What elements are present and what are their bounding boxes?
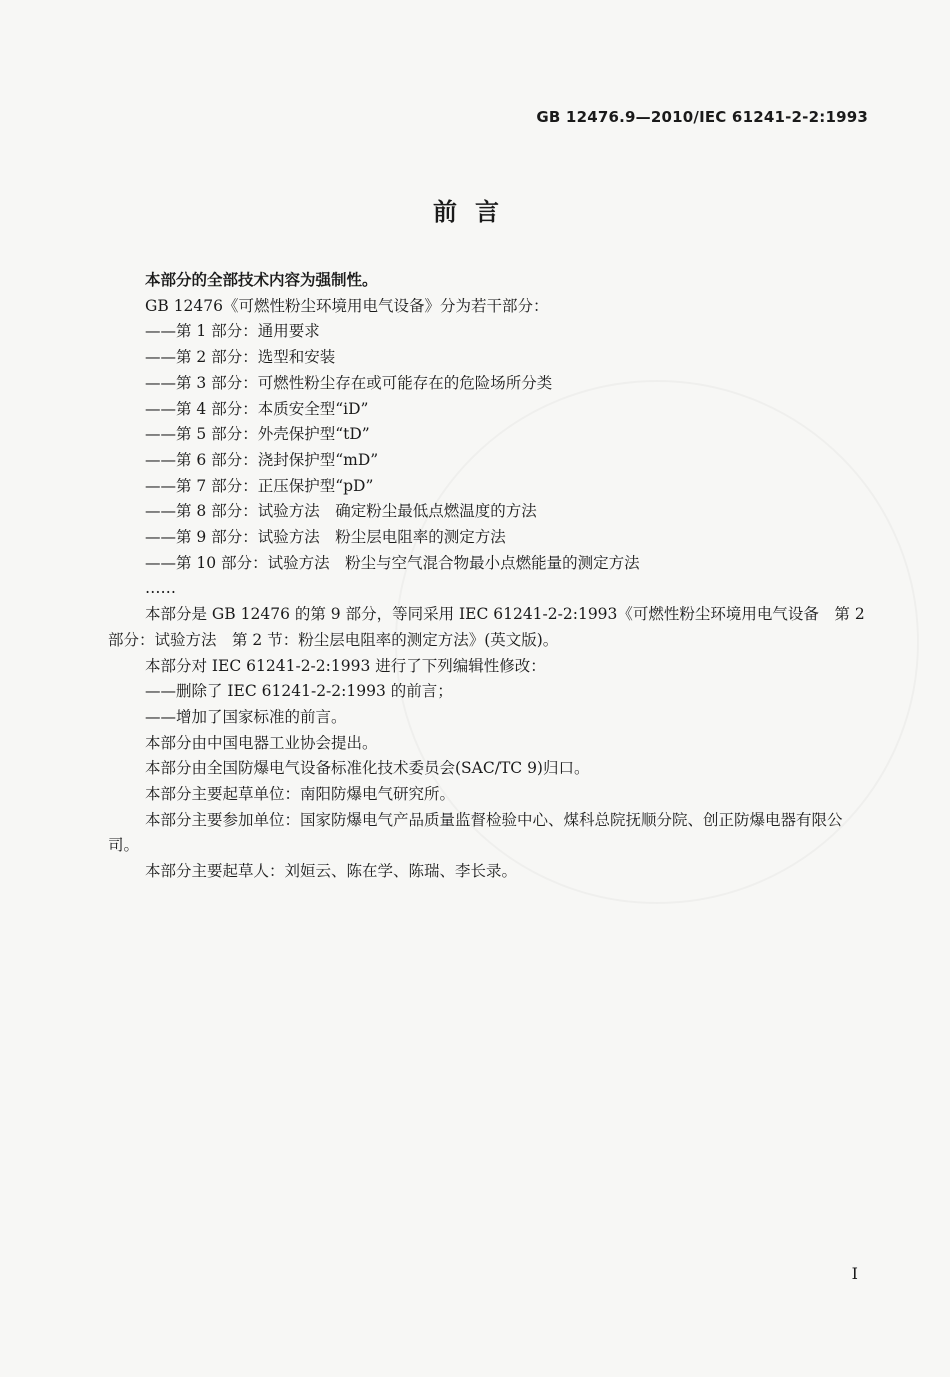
- page-number: I: [851, 1264, 858, 1283]
- part-list-item: ——第 8 部分：试验方法 确定粉尘最低点燃温度的方法: [145, 502, 537, 521]
- part-list-item: ——第 1 部分：通用要求: [145, 322, 320, 341]
- edit-item: ——删除了 IEC 61241-2-2:1993 的前言；: [145, 682, 453, 701]
- standard-code-header: GB 12476.9—2010/IEC 61241-2-2:1993: [536, 108, 868, 126]
- mandatory-statement: 本部分的全部技术内容为强制性。: [145, 271, 378, 289]
- drafting-unit: 本部分主要起草单位：南阳防爆电气研究所。: [145, 785, 456, 804]
- part-list-item: ——第 5 部分：外壳保护型“tD”: [145, 425, 370, 444]
- part-list-item: ——第 3 部分：可燃性粉尘存在或可能存在的危险场所分类: [145, 373, 553, 392]
- part-list-item: ——第 2 部分：选型和安装: [145, 348, 336, 367]
- page-title: 前言: [433, 198, 517, 226]
- drafters: 本部分主要起草人：刘姮云、陈在学、陈瑞、李长录。: [145, 862, 518, 881]
- part-list-item: ——第 9 部分：试验方法 粉尘层电阻率的测定方法: [145, 528, 506, 547]
- part-list-item: ——第 7 部分：正压保护型“pD”: [145, 476, 374, 495]
- ellipsis: ……: [145, 579, 176, 598]
- centralized-by: 本部分由全国防爆电气设备标准化技术委员会(SAC/TC 9)归口。: [145, 759, 590, 778]
- edits-intro: 本部分对 IEC 61241-2-2:1993 进行了下列编辑性修改：: [145, 656, 546, 675]
- edit-item: ——增加了国家标准的前言。: [145, 707, 347, 726]
- adoption-paragraph: 本部分是 GB 12476 的第 9 部分，等同采用 IEC 61241-2-2:1993《可燃性粉尘环境用电气设备 第 2 部分：试验方法 第 2 节：粉尘层电阻率的测定方法》(英文版)。: [108, 605, 865, 649]
- participating-units: 本部分主要参加单位：国家防爆电气产品质量监督检验中心、煤科总院抚顺分院、创正防爆电器有限公司。: [108, 810, 843, 855]
- document-body: [108, 268, 870, 885]
- proposed-by: 本部分由中国电器工业协会提出。: [145, 733, 378, 752]
- part-list-item: ——第 10 部分：试验方法 粉尘与空气混合物最小点燃能量的测定方法: [145, 553, 640, 572]
- parts-intro: GB 12476《可燃性粉尘环境用电气设备》分为若干部分：: [145, 296, 549, 315]
- part-list-item: ——第 4 部分：本质安全型“iD”: [145, 399, 369, 418]
- part-list-item: ——第 6 部分：浇封保护型“mD”: [145, 450, 379, 469]
